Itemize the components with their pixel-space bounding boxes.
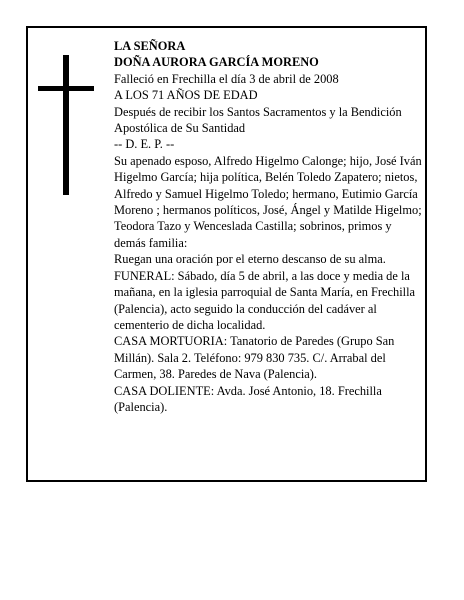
cross-icon-bar xyxy=(38,86,94,91)
deceased-name: DOÑA AURORA GARCÍA MORENO xyxy=(114,55,319,70)
funeral-info: FUNERAL: Sábado, día 5 de abril, a las doce y media de la mañana, en la iglesia parroquial de Santa María, en Frechilla (Palencia), acto seguido la conducción del cadáver al cementerio de dicha localidad. xyxy=(114,268,416,332)
death-info: Falleció en Frechilla el día 3 de abril de 2008 xyxy=(114,71,339,86)
prayer-request: Ruegan una oración por el eterno descanso de su alma. xyxy=(114,252,386,267)
mourning-house-info: CASA DOLIENTE: Avda. José Antonio, 18. Frechilla (Palencia). xyxy=(114,383,382,414)
family-list: Su apenado esposo, Alfredo Higelmo Calonge; hijo, José Iván Higelmo García; hija política, Belén Toledo Zapatero; nietos, Alfredo y Samuel Higelmo Toledo; hermano, Eutimio García Moreno ; hermanos políticos, José, Ángel y Matilde Higelmo; Teodora Tazo y Wenceslada Castilla; sobrinos, primos y demás familia: xyxy=(114,153,422,250)
sacraments-info: Después de recibir los Santos Sacramentos y la Bendición Apostólica de Su Santidad xyxy=(114,104,402,136)
rip-line: -- D. E. P. -- xyxy=(114,137,175,152)
obituary-text xyxy=(114,38,424,415)
cross-icon xyxy=(63,55,69,195)
funeral-home-info: CASA MORTUORIA: Tanatorio de Paredes (Grupo San Millán). Sala 2. Teléfono: 979 830 735. C/. Arrabal del Carmen, 38. Paredes de Nava (Palencia). xyxy=(114,334,395,382)
title-line: LA SEÑORA xyxy=(114,39,186,53)
age-info: A LOS 71 AÑOS DE EDAD xyxy=(114,88,258,103)
